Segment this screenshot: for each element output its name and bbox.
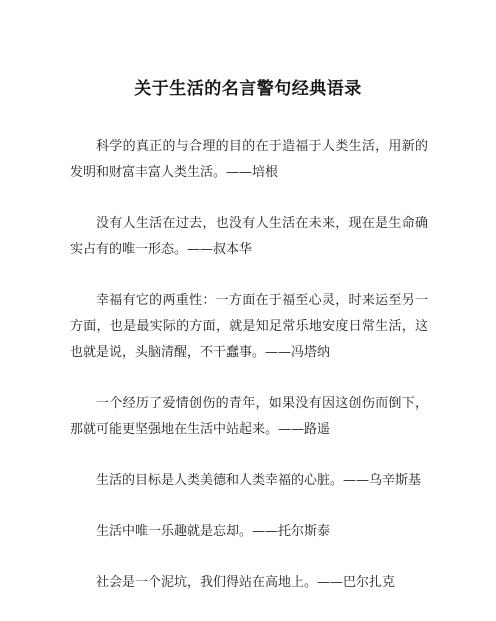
quote-paragraph-7: 社会是一个泥坑，我们得站在高地上。——巴尔扎克: [96, 575, 396, 590]
quote-paragraph-2: 没有人生活在过去，也没有人生活在未来，现在是生命确实占有的唯一形态。——叔本华: [70, 216, 428, 257]
document-body: [70, 134, 428, 621]
document-title: 关于生活的名言警句经典语录: [134, 79, 362, 99]
quote-paragraph-5: 生活的目标是人类美德和人类幸福的心脏。——乌辛斯基: [96, 473, 422, 488]
quote-paragraph-6: 生活中唯一乐趣就是忘却。——托尔斯泰: [96, 524, 331, 539]
quote-paragraph-4: 一个经历了爱情创伤的青年，如果没有因这创伤而倒下，那就可能更坚强地在生活中站起来。——路遥: [70, 396, 428, 437]
quote-paragraph-3: 幸福有它的两重性：一方面在于福至心灵，时来运至另一方面，也是最实际的方面，就是知足常乐地安度日常生活，这也就是说，头脑清醒，不干蠢事。——冯塔纳: [70, 293, 428, 360]
quote-paragraph-1: 科学的真正的与合理的目的在于造福于人类生活，用新的发明和财富丰富人类生活。——培根: [70, 139, 428, 180]
